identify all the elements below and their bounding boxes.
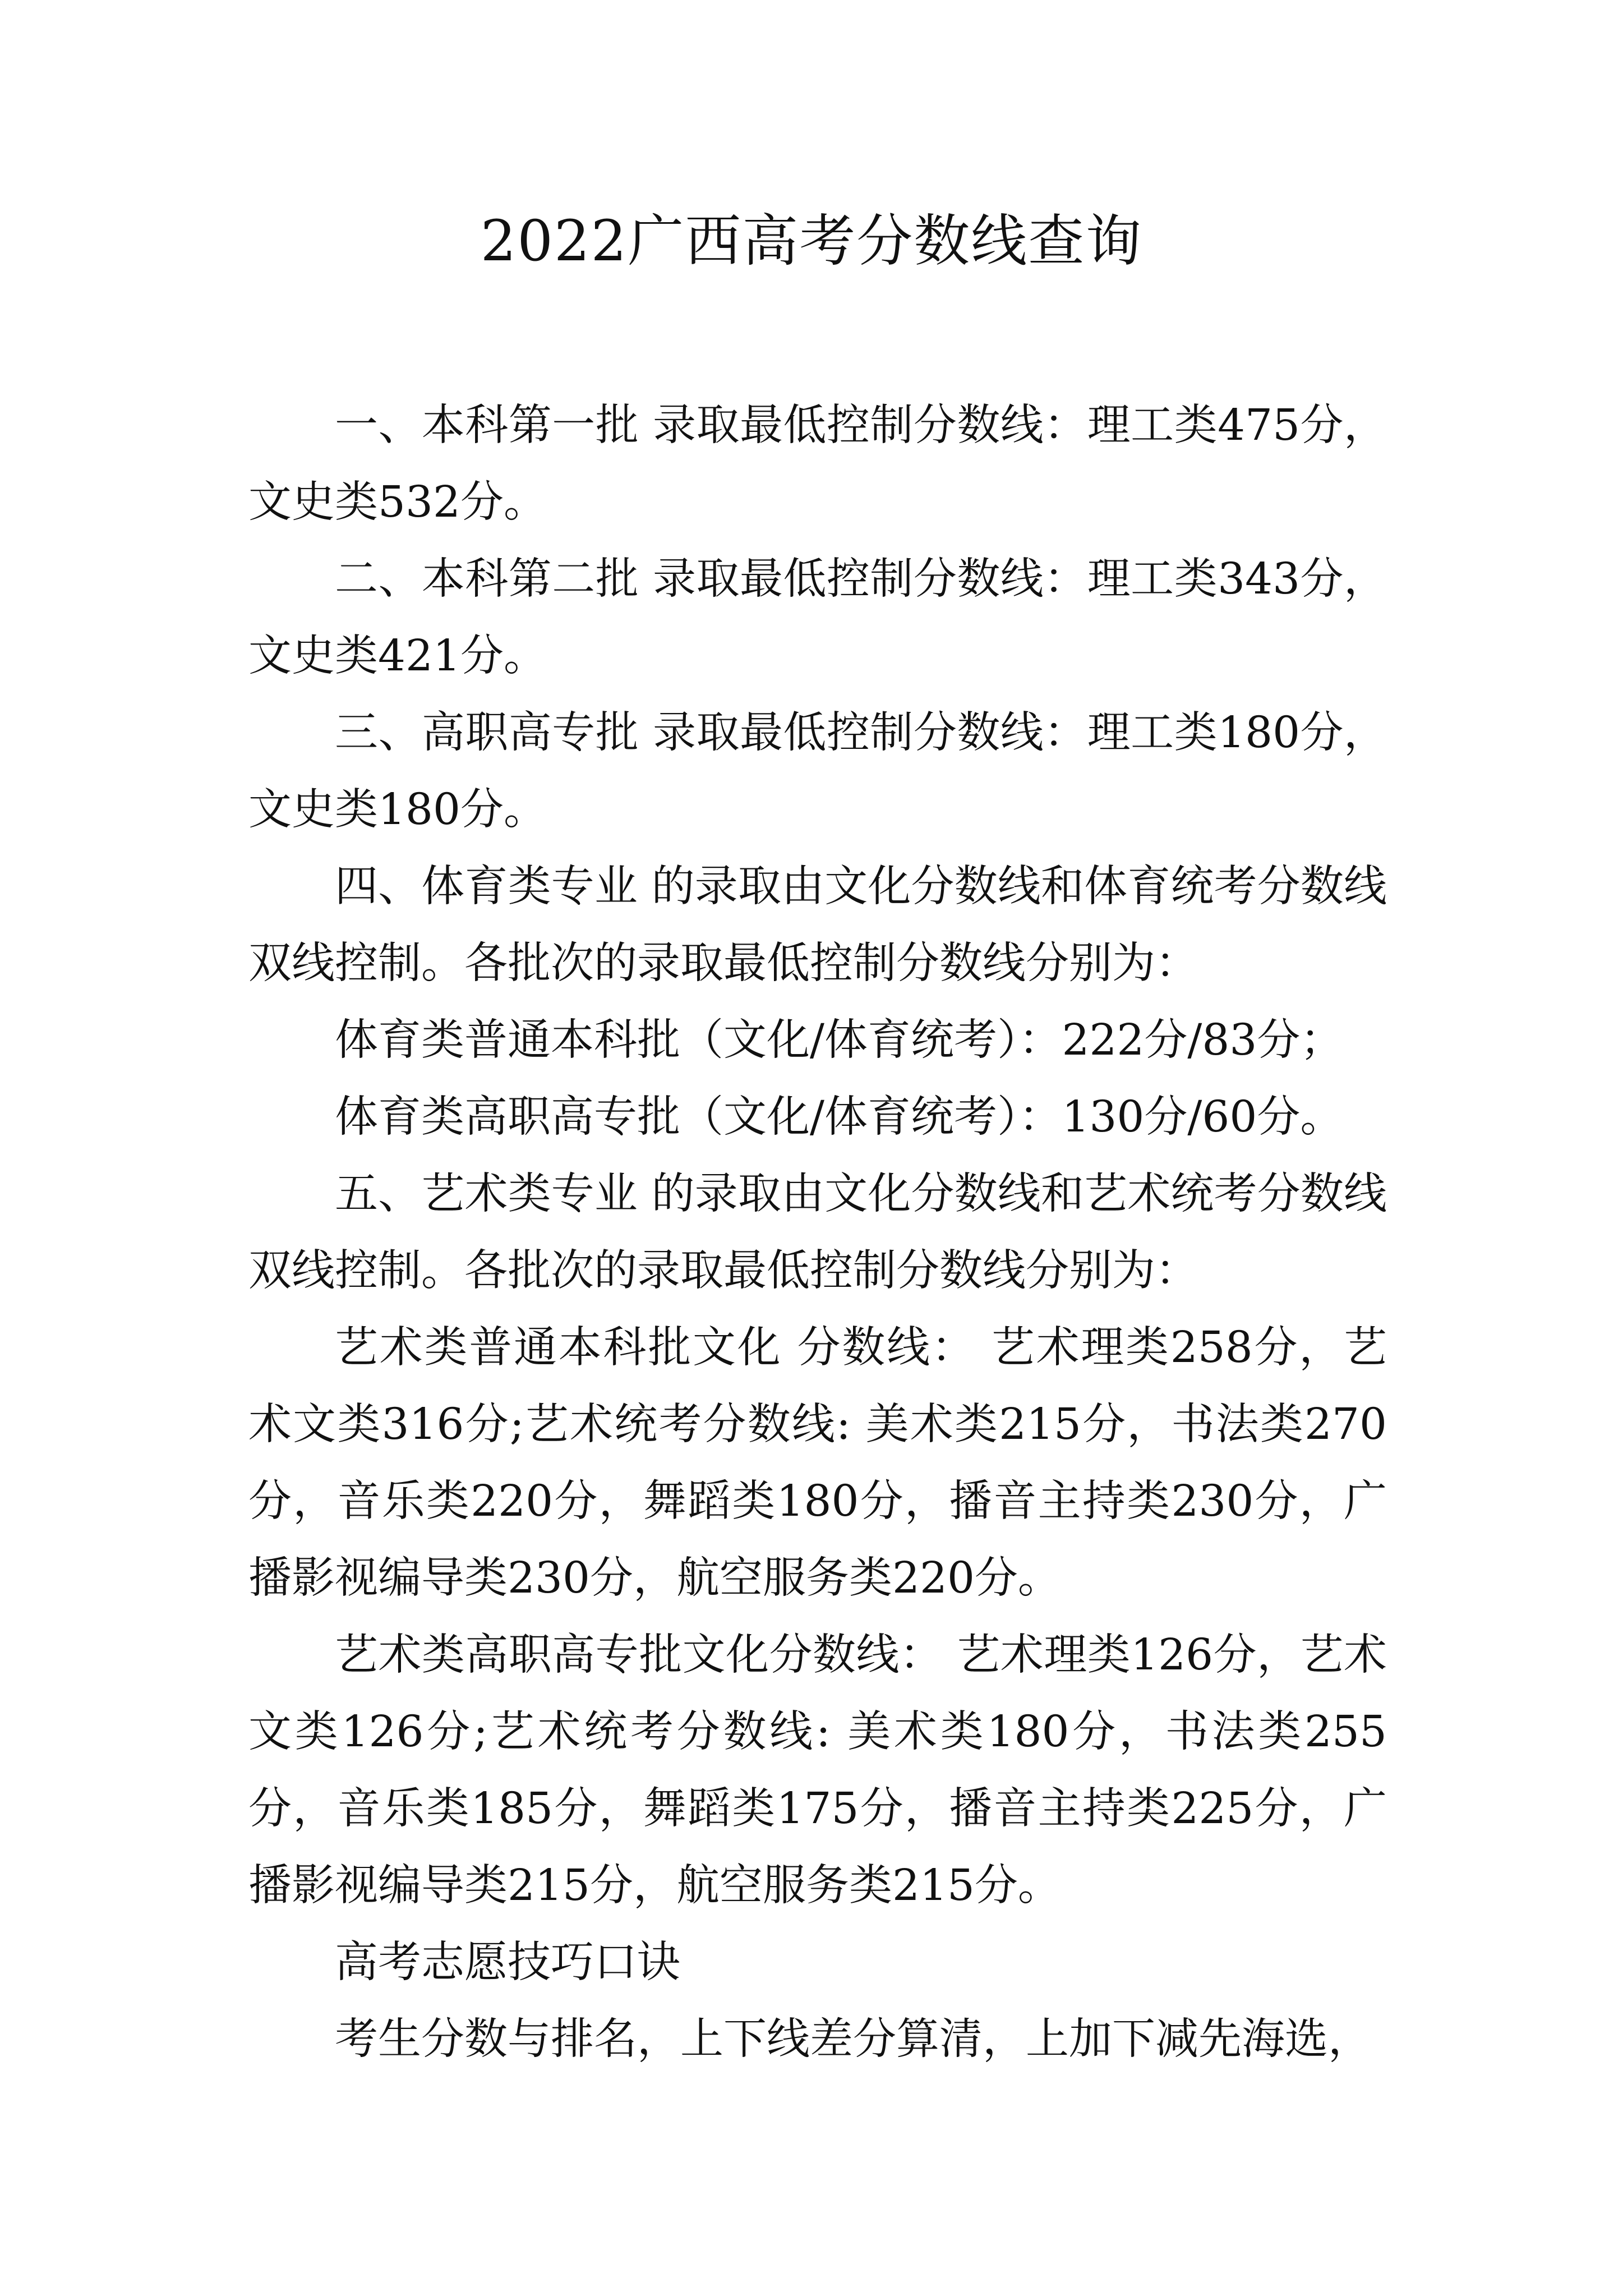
paragraph-arts-undergrad: 艺术类普通本科批文化 分数线： 艺术理类258分，艺术文类316分;艺术统考分数线: 美术类215分，书法类270分，音乐类220分，舞蹈类180分，播音主持类230分，广播影视编导类230分，航空服务类220分。 (248, 1323, 1387, 1603)
paragraph-tips-line: 考生分数与排名，上下线差分算清，上加下减先海选， (335, 2014, 1371, 2064)
document-body (248, 387, 1387, 2078)
paragraph-batch-1: 一、本科第一批 录取最低控制分数线：理工类475分，文史类532分。 (248, 401, 1387, 527)
document-title: 2022广西高考分数线查询 (480, 208, 1143, 274)
paragraph-arts-vocational: 艺术类高职高专批文化分数线： 艺术理类126分，艺术文类126分;艺术统考分数线: 美术类180分，书法类255分，音乐类185分，舞蹈类175分，播音主持类225分，广播影视编导类215分，航空服务类215分。 (248, 1630, 1387, 1911)
paragraph-sports-intro: 四、体育类专业 的录取由文化分数线和体育统考分数线双线控制。各批次的录取最低控制分数线分别为： (248, 862, 1387, 988)
paragraph-tips-heading: 高考志愿技巧口诀 (335, 1938, 680, 1987)
paragraph-sports-vocational: 体育类高职高专批（文化/体育统考）：130分/60分。 (335, 1092, 1344, 1142)
paragraph-batch-2: 二、本科第二批 录取最低控制分数线：理工类343分，文史类421分。 (248, 554, 1387, 681)
paragraph-vocational-batch: 三、高职高专批 录取最低控制分数线：理工类180分，文史类180分。 (248, 708, 1387, 835)
paragraph-sports-undergrad: 体育类普通本科批（文化/体育统考）：222分/83分； (335, 1015, 1344, 1065)
paragraph-arts-intro: 五、艺术类专业 的录取由文化分数线和艺术统考分数线双线控制。各批次的录取最低控制分数线分别为： (248, 1169, 1387, 1296)
